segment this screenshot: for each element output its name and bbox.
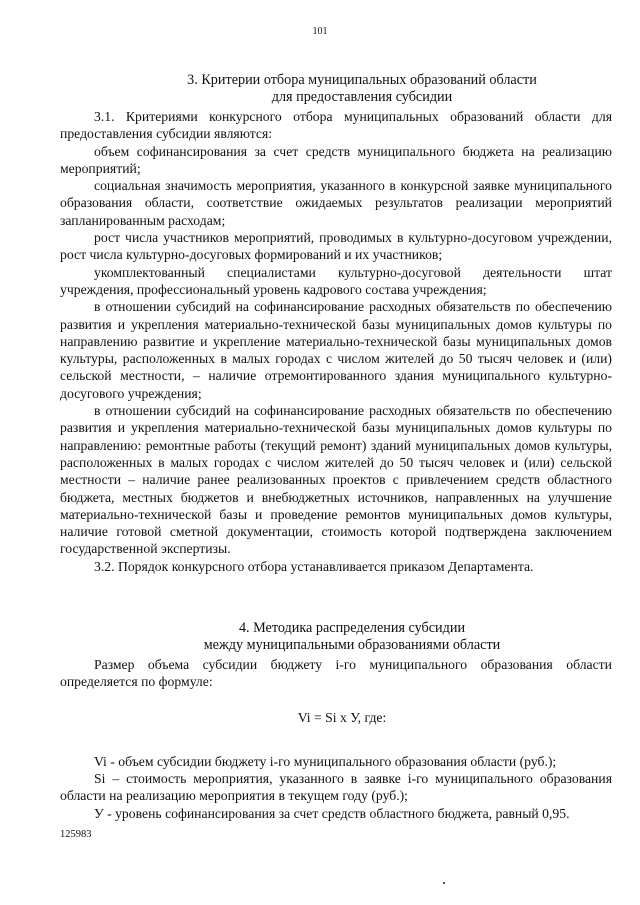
section-3-title-line-2: для предоставления субсидии — [271, 89, 453, 105]
section-4-body — [60, 656, 612, 822]
selection-procedure-paragraph: 3.2. Порядок конкурсного отбора устанавливается приказом Департамента. — [94, 558, 534, 574]
section-4-title-line-2: между муниципальными образованиями области — [203, 637, 501, 653]
page-number: 101 — [312, 26, 328, 37]
criterion-staffing: укомплектованный специалистами культурно-досуговой деятельности штат учреждения, профессиональный уровень кадрового состава учреждения; — [60, 264, 612, 297]
scan-speck — [443, 882, 445, 884]
document-id: 125983 — [60, 829, 92, 840]
criterion-cofinancing: объем софинансирования за счет средств муниципального бюджета на реализацию мероприятий; — [60, 143, 612, 176]
definition-si: Si – стоимость мероприятия, указанного в заявке i-го муниципального образования области на реализацию мероприятия в текущем году (руб.); — [60, 771, 612, 804]
section-4-title — [32, 620, 640, 654]
section-3-title-line-1: 3. Критерии отбора муниципальных образований области — [187, 72, 537, 88]
criterion-prior-projects: в отношении субсидий на софинансирование расходных обязательств по обеспечению развития и укрепления материально-технической базы муниципальных домов культуры по направлению: ремонтные работы (текущий ремонт) зданий муниципальных домов культуры, расположенных в малых городах с числом жителей до 50 тысяч человек и (или) сельской местности – наличие ранее реализованных проектов с привлечением средств областного бюджета, местных бюджетов и внебюджетных источников, направленных на улучшение материально-технической базы и проведение ремонтов муниципальных домов культуры, наличие готовой сметной документации, стоимость которой подтверждена заключением государственной экспертизы. — [60, 403, 612, 557]
formula-intro-paragraph: Размер объема субсидии бюджету i-го муниципального образования области определяется по формуле: — [60, 657, 612, 690]
criterion-social-significance: социальная значимость мероприятия, указанного в конкурсной заявке муниципального образования области, соответствие ожидаемых результатов реализации мероприятий запланированным расходам; — [60, 178, 612, 228]
subsidy-formula: Vi = Si х У, где: — [297, 709, 387, 725]
section-3-title — [42, 72, 640, 106]
definition-u: У - уровень софинансирования за счет средств областного бюджета, равный 0,95. — [94, 805, 570, 821]
criterion-renovated-building: в отношении субсидий на софинансирование расходных обязательств по обеспечению развития и укрепления материально-технической базы муниципальных домов культуры по направлению развитие и укрепление материально-технической базы муниципальных домов культуры, расположенных в малых городах с числом жителей до 50 тысяч человек и (или) сельской местности, – наличие отремонтированного здания муниципального культурно-досугового учреждения; — [60, 299, 612, 401]
definition-vi: Vi - объем субсидии бюджету i-го муниципального образования области (руб.); — [94, 753, 557, 769]
section-3-body — [60, 108, 612, 575]
criterion-participants-growth: рост числа участников мероприятий, проводимых в культурно-досуговом учреждении, рост числа культурно-досуговых формирований и их участников; — [60, 230, 612, 263]
section-4-title-line-1: 4. Методика распределения субсидии — [238, 620, 466, 636]
criteria-intro-paragraph: 3.1. Критериями конкурсного отбора муниципальных образований области для предоставления субсидии являются: — [60, 109, 612, 142]
